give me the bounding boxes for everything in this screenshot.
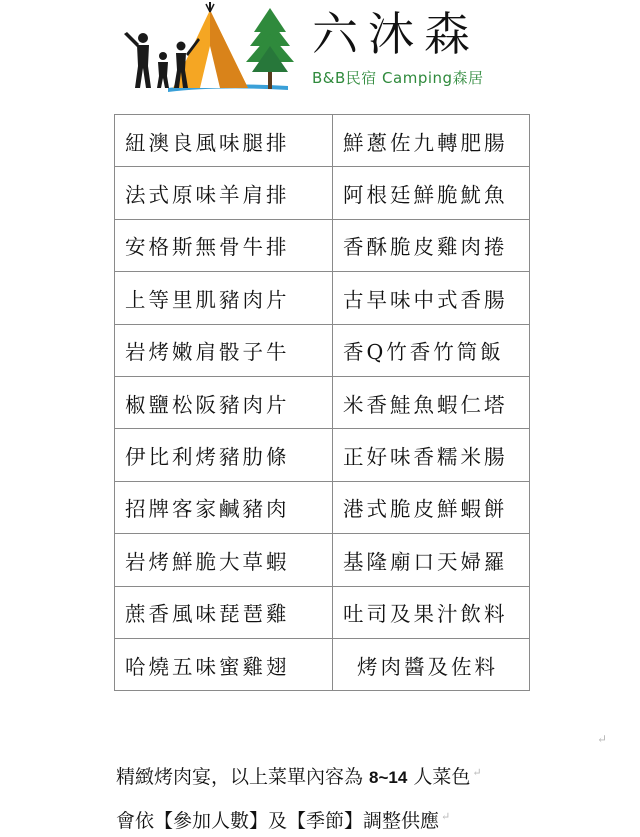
- menu-item-left: 紐澳良風味腿排: [115, 115, 333, 167]
- menu-item-left: 岩烤嫩肩骰子牛: [115, 324, 333, 376]
- menu-item-left: 蔗香風味琵琶雞: [115, 586, 333, 638]
- paragraph-mark-icon: ↵: [472, 765, 482, 779]
- menu-item-left: 岩烤鮮脆大草蝦: [115, 534, 333, 586]
- header: [0, 0, 640, 100]
- menu-item-right: 吐司及果汁飲料: [333, 586, 530, 638]
- menu-item-left: 安格斯無骨牛排: [115, 219, 333, 271]
- table-row: [115, 534, 530, 586]
- brand-subtitle: B&B民宿 Camping森居: [312, 69, 484, 87]
- paragraph-mark-icon: ↵: [441, 809, 451, 823]
- table-row: [115, 429, 530, 481]
- table-row: [115, 219, 530, 271]
- menu-item-right: 基隆廟口天婦羅: [333, 534, 530, 586]
- note-line-2-text: 會依【參加人數】及【季節】調整供應: [116, 810, 440, 832]
- table-row: [115, 638, 530, 690]
- menu-item-left: 哈燒五味蜜雞翅: [115, 638, 333, 690]
- table-row: [115, 376, 530, 428]
- menu-table: [114, 114, 530, 691]
- table-row: [115, 115, 530, 167]
- guest-count: 8~14: [369, 768, 408, 787]
- table-row: [115, 586, 530, 638]
- note-line-1-suffix: 人菜色: [407, 766, 471, 788]
- menu-item-right: 香Q竹香竹筒飯: [333, 324, 530, 376]
- table-row: [115, 272, 530, 324]
- table-row: [115, 324, 530, 376]
- menu-item-right: 鮮蔥佐九轉肥腸: [333, 115, 530, 167]
- menu-item-left: 椒鹽松阪豬肉片: [115, 376, 333, 428]
- menu-item-right: 阿根廷鮮脆魷魚: [333, 167, 530, 219]
- menu-item-right: 米香鮭魚蝦仁塔: [333, 376, 530, 428]
- menu-item-left: 招牌客家鹹豬肉: [115, 481, 333, 533]
- menu-item-right: 港式脆皮鮮蝦餅: [333, 481, 530, 533]
- table-row: [115, 481, 530, 533]
- camping-logo-icon: [118, 2, 308, 97]
- table-row: [115, 167, 530, 219]
- note-line-1: [116, 762, 482, 789]
- note-line-2: [116, 806, 450, 833]
- menu-item-right: 古早味中式香腸: [333, 272, 530, 324]
- menu-item-left: 法式原味羊肩排: [115, 167, 333, 219]
- note-line-1-prefix: 精緻烤肉宴，以上菜單內容為: [116, 766, 370, 788]
- brand-name: 六沐森: [312, 7, 480, 61]
- menu-item-left: 上等里肌豬肉片: [115, 272, 333, 324]
- menu-item-right: 香酥脆皮雞肉捲: [333, 219, 530, 271]
- menu-item-right: 烤肉醬及佐料: [333, 638, 530, 690]
- menu-item-right: 正好味香糯米腸: [333, 429, 530, 481]
- return-mark-icon: ↵: [597, 732, 608, 746]
- menu-item-left: 伊比利烤豬肋條: [115, 429, 333, 481]
